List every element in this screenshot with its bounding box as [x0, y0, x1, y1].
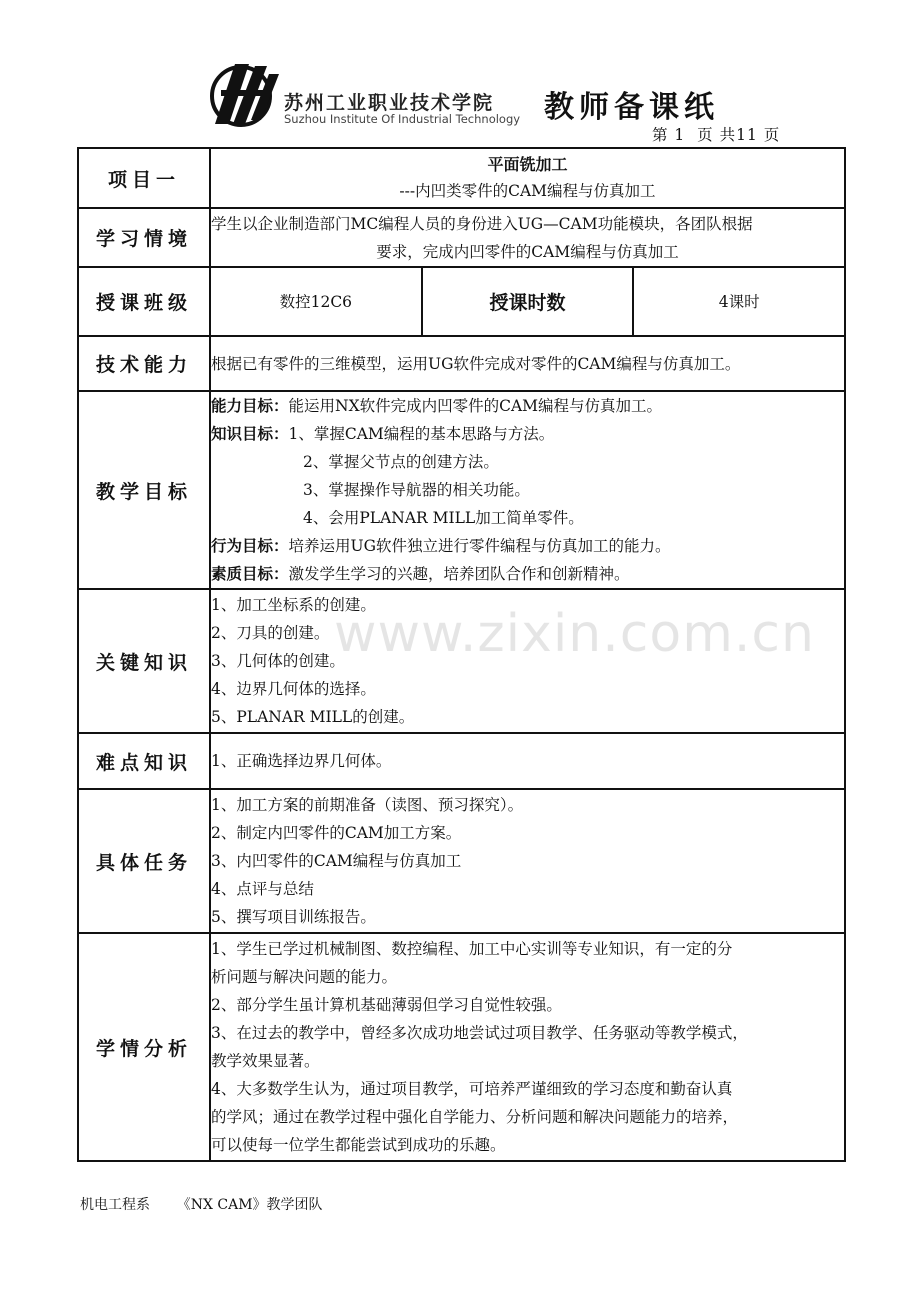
goal-behavior-label: 行为目标：: [211, 537, 289, 555]
key-item: 4、边界几何体的选择。: [211, 680, 376, 698]
school-name-cn: 苏州工业职业技术学院: [284, 92, 495, 114]
document-title: 教师备课纸: [544, 90, 719, 125]
cell-tasks: [210, 789, 845, 933]
row-difficult: [78, 733, 845, 789]
label-class: 授课班级: [78, 267, 210, 336]
lesson-plan-table: [77, 147, 846, 1162]
label-skill: 技术能力: [78, 336, 210, 391]
task-item: 2、制定内凹零件的CAM加工方案。: [211, 824, 462, 842]
hours-value: 4课时: [633, 267, 845, 336]
goal-quality-text: 激发学生学习的兴趣，培养团队合作和创新精神。: [288, 565, 630, 583]
project-subtitle: ---内凹类零件的CAM编程与仿真加工: [399, 182, 656, 200]
analysis-line: 析问题与解决问题的能力。: [211, 968, 398, 986]
page-header: [0, 0, 920, 148]
watermark: www.zixin.com.cn: [334, 604, 815, 664]
label-tasks: 具体任务: [78, 789, 210, 933]
task-item: 5、撰写项目训练报告。: [211, 908, 376, 926]
goal-behavior: [211, 532, 844, 560]
school-name-en: Suzhou Institute Of Industrial Technology: [284, 112, 521, 126]
goal-knowledge-item: 2、掌握父节点的创建方法。: [303, 453, 499, 471]
analysis-line: 3、在过去的教学中，曾经多次成功地尝试过项目教学、任务驱动等教学模式，: [211, 1024, 748, 1042]
row-class: [78, 267, 845, 336]
label-project: 项目一: [78, 148, 210, 208]
goal-knowledge-label: 知识目标：: [211, 425, 289, 443]
cell-key-knowledge: [210, 589, 845, 733]
footer-department: 机电工程系: [80, 1197, 150, 1213]
school-logo-icon: [207, 60, 279, 128]
label-analysis: 学情分析: [78, 933, 210, 1161]
key-item: 5、PLANAR MILL的创建。: [211, 708, 415, 726]
cell-situation: [210, 208, 845, 267]
cell-project: [210, 148, 845, 208]
goal-knowledge: [211, 420, 844, 448]
task-item: 3、内凹零件的CAM编程与仿真加工: [211, 852, 462, 870]
page-number: 第 1 页: [652, 126, 714, 144]
row-key-knowledge: [78, 589, 845, 733]
difficult-text: 1、正确选择边界几何体。: [210, 733, 845, 789]
analysis-line: 2、部分学生虽计算机基础薄弱但学习自觉性较强。: [211, 996, 562, 1014]
cell-analysis: [210, 933, 845, 1161]
situation-line-1: 学生以企业制造部门MC编程人员的身份进入UG—CAM功能模块，各团队根据: [211, 214, 753, 233]
key-item: 2、刀具的创建。: [211, 624, 330, 642]
label-hours: 授课时数: [422, 267, 634, 336]
project-title: 平面铣加工: [487, 155, 568, 174]
row-analysis: [78, 933, 845, 1161]
goal-quality: [211, 560, 844, 588]
goal-knowledge-item: 1、掌握CAM编程的基本思路与方法。: [288, 425, 555, 443]
goal-quality-label: 素质目标：: [211, 565, 289, 583]
analysis-line: 可以使每一位学生都能尝试到成功的乐趣。: [211, 1136, 506, 1154]
task-item: 1、加工方案的前期准备（读图、预习探究）。: [211, 796, 524, 814]
goal-knowledge-item: 3、掌握操作导航器的相关功能。: [303, 481, 530, 499]
row-skill: [78, 336, 845, 391]
row-project: [78, 148, 845, 208]
analysis-line: 1、学生已学过机械制图、数控编程、加工中心实训等专业知识，有一定的分: [211, 940, 733, 958]
key-item: 3、几何体的创建。: [211, 652, 345, 670]
key-item: 1、加工坐标系的创建。: [211, 596, 376, 614]
goal-knowledge-item: 4、会用PLANAR MILL加工简单零件。: [303, 509, 584, 527]
situation-line-2: 要求，完成内凹零件的CAM编程与仿真加工: [376, 242, 679, 261]
analysis-line: 教学效果显著。: [211, 1052, 320, 1070]
page-footer: [80, 1194, 323, 1214]
analysis-line: 4、大多数学生认为，通过项目教学，可培养严谨细致的学习态度和勤奋认真: [211, 1080, 733, 1098]
class-value: 数控12C6: [210, 267, 422, 336]
goal-ability-label: 能力目标：: [211, 397, 289, 415]
footer-team: 《NX CAM》教学团队: [176, 1197, 323, 1213]
goal-ability: [211, 392, 844, 420]
goal-behavior-text: 培养运用UG软件独立进行零件编程与仿真加工的能力。: [288, 537, 671, 555]
row-goals: [78, 391, 845, 589]
page-total: 共11 页: [719, 126, 781, 144]
label-situation: 学习情境: [78, 208, 210, 267]
row-situation: [78, 208, 845, 267]
row-tasks: [78, 789, 845, 933]
label-key-knowledge: 关键知识: [78, 589, 210, 733]
analysis-line: 的学风；通过在教学过程中强化自学能力、分析问题和解决问题能力的培养，: [211, 1108, 739, 1126]
page-indicator: [652, 123, 780, 145]
goal-ability-text: 能运用NX软件完成内凹零件的CAM编程与仿真加工。: [288, 397, 663, 415]
label-goals: 教学目标: [78, 391, 210, 589]
cell-goals: [210, 391, 845, 589]
task-item: 4、点评与总结: [211, 880, 314, 898]
label-difficult: 难点知识: [78, 733, 210, 789]
skill-text: 根据已有零件的三维模型，运用UG软件完成对零件的CAM编程与仿真加工。: [210, 336, 845, 391]
